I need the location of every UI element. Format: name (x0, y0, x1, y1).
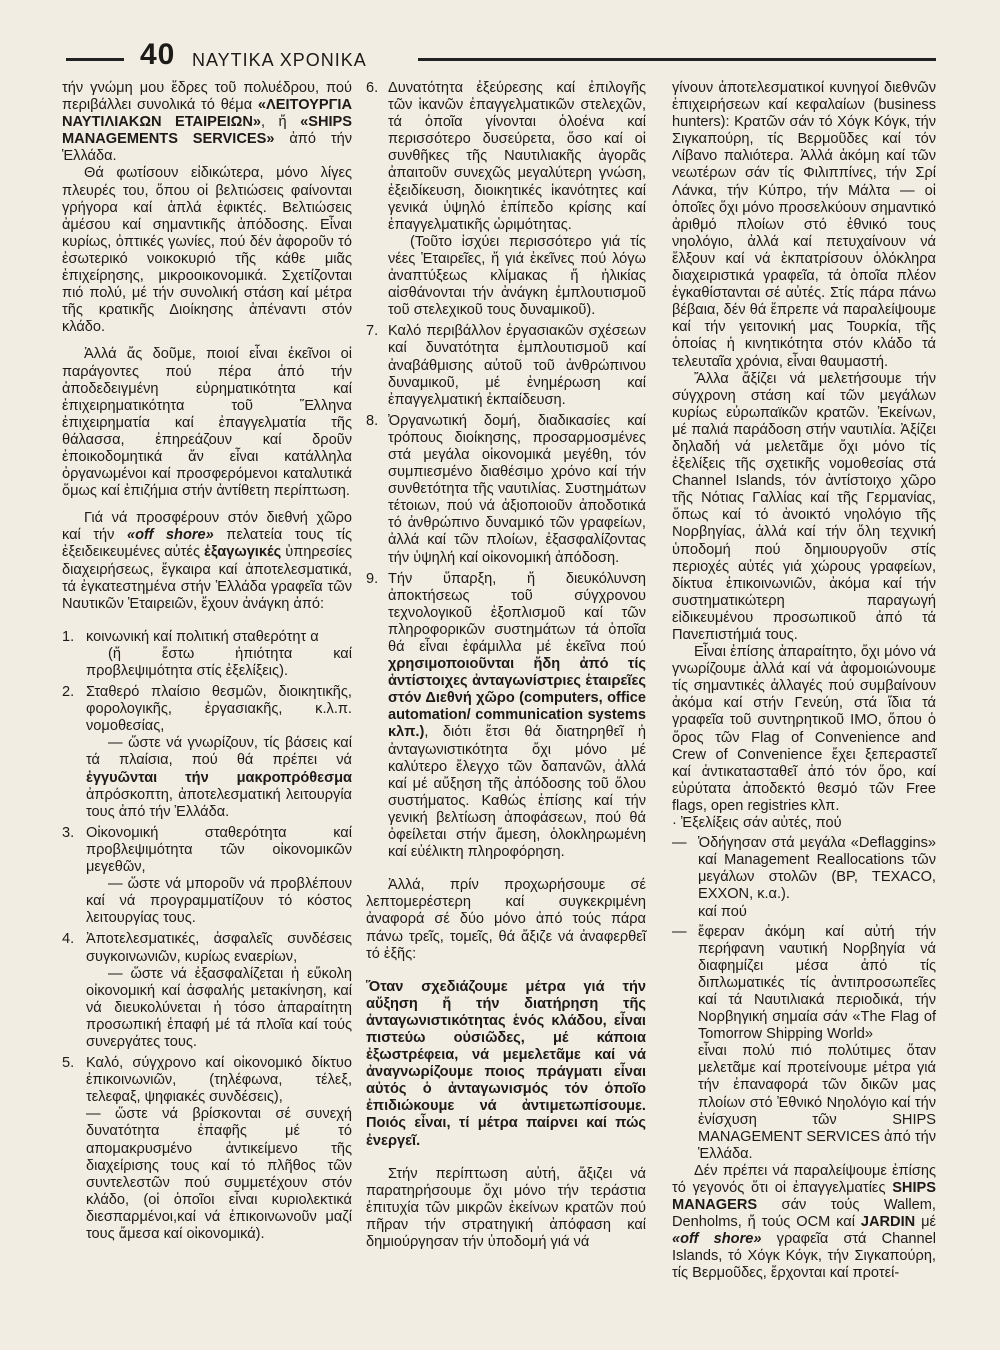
list-subtext: — ὥστε νά μποροῦν νά προβλέπουν καί νά προγραμματίζουν τό κόστος λειτουργίας τους. (86, 876, 352, 927)
list-text: Δυνατότητα ἐξεύρεσης καί ἐπιλογῆς τῶν ἱκανῶν ἐπαγγελματικῶν στελεχῶν, τά ὁποῖα γίνονται ὁλοένα καί περισσότερο δυσεύρετα, ὅσο καί οἱ συνθῆκες τῆς Ναυτιλιακῆς ἀγορᾶς ἀπαιτοῦν συνεχῶς μεγαλύτερη γνώση, ἐξειδίκευση, διοικητικές ἱκανότητες καί γενικά ὑψηλό ἐπίπεδο κρίσης καί ἐπαγγελματικῆς ὡριμότητας. (388, 80, 646, 233)
text: Γιά νά προσφέρουν στόν διεθνή χῶρο καί τήν (62, 510, 352, 544)
text: ἀπρόσκοπτη, ἀποτελεσματική λειτουργία τους ἀπό τήν Ἑλλάδα. (86, 786, 352, 820)
list-text: Ὁδήγησαν στά μεγάλα «Deflaggins» καί Management Reallocations τῶν μεγάλων στολῶν (BP, TEXACO, EXXON, κ.α.). (698, 835, 936, 903)
text: , διότι ἔτσι θά διατηρηθεῖ ἡ ἀνταγωνιστικότητα ὄχι μόνο μέ καλύτερο ἔλεγχο τῶν δαπανῶν, ἀλλά καί μέ αὔξηση τῆς ἀπόδοσης τοῦ ὅλου συστήματος. Καθώς ἐπίσης καί τήν γενική βελτίωση ἀποφάσεων, πού θά ὀφείλεται στήν ἄμεση, ὁλοκληρωμένη καί εὐέλικτη πληροφόρηση. (388, 724, 646, 861)
column-2 (366, 80, 646, 1251)
text: μέ (915, 1214, 936, 1231)
text-bold: JARDIN (860, 1214, 916, 1231)
list-text: Σταθερό πλαίσιο θεσμῶν, διοικητικῆς, φορολογικῆς, ἐργασιακῆς, κ.λ.π. νομοθεσίας, (86, 684, 352, 735)
header-rule-left (66, 58, 124, 61)
list-number: 9. (366, 570, 379, 587)
page-header (66, 38, 936, 78)
list-text: Καλό, σύγχρονο καί οἰκονομικό δίκτυο ἐπικοινωνιῶν, (τηλέφωνα, τέλεξ, τελεφαξ, ψηφιακές συνδέσεις), (86, 1055, 352, 1106)
magazine-title: ΝΑΥΤΙΚΑ ΧΡΟΝΙΚΑ (192, 50, 367, 70)
list-item (366, 571, 646, 862)
text: Τήν ὕπαρξη, ἤ διευκόλυνση ἀποκτήσεως τοῦ σύγχρονου τεχνολογικοῦ ἐξοπλισμοῦ καί τῶν πληροφορικῶν συστημάτων τά ὁποῖα θά εἶναι ἐφάμιλλα μέ ἐκεῖνα πού (388, 570, 646, 655)
text-bold: χρησιμοποιοῦνται ἤδη ἀπό τίς ἀντίστοιχες ἀνταγωνίστριες ἑταιρεῖες στόν Διεθνή χῶρο (computers, office automation/ communication systems κλπ.) (388, 656, 646, 741)
list-subtext: (Τοῦτο ἰσχύει περισσότερο γιά τίς νέες Ἑταιρεῖες, ἤ γιά ἐκεῖνες πού λόγω ἀναπτύξεως κλίμακας ἤ ἡλικίας αἰσθάνονται τήν ἀνάγκη ἐμπλουτισμοῦ τοῦ στελεχικοῦ τους δυναμικοῦ). (388, 233, 646, 319)
list-item (62, 684, 352, 735)
text: ἀπό τήν Ἑλλάδα. (62, 131, 352, 165)
paragraph-intro (62, 80, 352, 165)
text-bold: SHIPS MANAGERS (672, 1180, 936, 1214)
list-text: Ὀργανωτική δομή, διαδικασίες καί τρόπους διοίκησης, προσαρμοσμένες στά μεγάλα οἰκονομικά μεγέθη, τόν συμπιεσμένο διαθέσιμο χρόνο καί τήν συνθετότητα τῆς ναυτιλίας. Συστημάτων τέτοιων, πού νά ἀξιοποιοῦν ἀποδοτικά τό ἀνθρώπινο δυναμικό τῶν γραφείων, ἀλλά καί τῶν πλοίων, ἐξασφαλίζοντας τήν ὑψηλή καί οἰκονομική ἀπόδοση. (388, 412, 646, 566)
list-dash: — (672, 835, 687, 852)
text: Δέν πρέπει νά παραλείψουμε ἐπίσης τό γεγονός ὅτι οἱ ἐπαγγελματίες (672, 1162, 936, 1196)
text-bold: ἐξαγωγικές (204, 544, 282, 561)
paragraph: γίνουν ἀποτελεσματικοί κυνηγοί διεθνῶν ἐπιχειρήσεων καί κεφαλαίων (business hunters): Κρατῶν σάν τό Χόγκ Κόγκ, τήν Σιγκαπούρη, τίς Βερμοῦδες καί τόν Λίβανο παλιότερα. Ἀλλά ἀκόμη καί τῶν νεωτέρων σάν τίς Φιλιππίνες, τήν Σρί Λάνκα, τήν Κύπρο, τήν Μάλτα — οἱ ὁποῖες ὅχι μόνο προσελκύουν σημαντικό ἀριθμό πλοίων στό ἐθνικό τους νηολόγιο, ἀλλά καί πετυχαίνουν νά ἕλξουν καί νά ἐκπατρίσουν ὁλόκληρα διαχειριστικά γραφεῖα, τά ὁποῖα πλέον ἐγκαθίστανται σέ αὐτές. Στίς πάρα πάνω βέβαια, δέν θά ἔπρεπε νά παραλείψουμε καί τήν γειτονική μας Τουρκία, τῆς ὁποίας ἡ κινητικότητα στόν κλάδο τά τελευταῖα χρόνια, εἶναι θαυμαστή. (672, 80, 936, 370)
paragraph: Στήν περίπτωση αὐτή, ἄξιζει νά παρατηρήσουμε ὄχι μόνο τήν τεράστια ἐπιτυχία τῶν μικρῶν ἐκείνων κρατῶν πού πῆραν τήν στρατηγική ἀπόφαση καί δημιούργησαν τήν ὑποδομή γιά νά (366, 1165, 646, 1250)
list-number: 1. (62, 628, 75, 645)
list-number: 5. (62, 1055, 75, 1072)
page-number: 40 (140, 38, 176, 71)
text-bold-italic: «off shore» (672, 1231, 762, 1248)
list-text: ἔφεραν ἀκόμη καί αὐτή τήν περήφανη ναυτική Νορβηγία νά διαφημίζει μέσα ἀπό τίς διπλωματικές τίς ἀντιπροσωπεῖες καί τά Ναυτιλιακά περιοδικά, τήν Νορβηγική σημαία σάν «The Flag of Tomorrow Shipping World» (698, 923, 936, 1043)
list-subtext: — ὥστε νά ἐξασφαλίζεται ἡ εὔκολη οἰκονομική καί ἀσφαλής μετακίνηση, καί νά διευκολύνεται ἡ τόσο ἀπαραίτητη προσωπική ἐπαφή μέ τά πλοῖα καί τούς συνεργάτες τους. (86, 965, 352, 1050)
list-subtext: (ἤ ἔστω ἠπιότητα καί προβλεψιμότητα στίς ἐξελίξεις). (86, 645, 352, 679)
list-subtext (62, 735, 352, 820)
paragraph (672, 1163, 936, 1283)
list-item (366, 323, 646, 408)
list-subtext: εἶναι πολύ πιό πολύτιμες ὅταν μελετᾶμε καί προτείνουμε μέτρα γιά τήν ἐπαναφορά τῶν δικῶν μας πλοίων στό Ἐθνικό Νηολόγιο καί τήν ἐνίσχυση τῶν SHIPS MANAGEMENT SERVICES ἀπό τήν Ἑλλάδα. (698, 1043, 936, 1162)
text-bold: ἐγγυῶνται τήν μακροπρόθεσμα (86, 769, 352, 786)
list-text: Οἰκονομική σταθερότητα καί προβλεψιμότητα τῶν οἰκονομικῶν μεγεθῶν, (86, 824, 352, 876)
column-1 (62, 80, 352, 1243)
list-item (366, 80, 646, 234)
text: γραφεῖα στά Channel Islands, τό Χόγκ Κόγκ, τήν Σιγκαπούρη, τίς Βερμοῦδες, ἔρχονται καί προτεί- (672, 1231, 936, 1282)
list-subtext: καί πού (698, 903, 747, 920)
dash-list-item (672, 924, 936, 1044)
paragraph: · Ἐξελίξεις σάν αὐτές, πού (672, 815, 842, 832)
text: τήν γνώμη μου ἕδρες τοῦ πολυέδρου, πού περιβάλλει συνολικά τό θέμα (62, 80, 352, 114)
text: πελατεία τους τίς ἐξειδεικευμένες αὐτές (62, 527, 352, 561)
list-number: 3. (62, 824, 75, 841)
paragraph: Ἀλλά ἄς δοῦμε, ποιοί εἶναι ἐκεῖνοι οἱ παράγοντες πού πέρα ἀπό τήν ἀποδεδειγμένη εὐρηματικότητα καί ἐπιχειρηματικότητα τοῦ Ἕλληνα ἐπιχειρηματία καί ἐπαγγελματία τῆς θάλασσα, ἐπηρεάζουν καί δροῦν ἐποικοδομητικά ἄν εἶναι κατάλληλα ὀργανωμένοι καί προσφερόμενοι καταλυτικά ὅμως καί ἐπιζήμια στήν ἀντίθετη περίπτωση. (62, 346, 352, 500)
dash-list-item (672, 835, 936, 903)
text: , ἤ (261, 114, 301, 131)
list-number: 4. (62, 931, 75, 948)
list-text: Ἀποτελεσματικές, ἀσφαλεῖς συνδέσεις συγκοινωνιῶν, κυρίως εναερίων, (86, 931, 352, 965)
paragraph: Θά φωτίσουν εἰδικώτερα, μόνο λίγες πλευρές του, ὅπου οἱ βελτιώσεις φαίνονται γρήγορα καί ἁπλά ἐφικτές. Βελτιώσεις ἀμέσου καί σημαντικῆς ἀπόδοσης. Εἶναι κυρίως, ὀπτικές γωνίες, πού δέν ἀφοροῦν τό ἐσωτερικό νοικοκυριό τῆς κάθε μιᾶς ἐπιχείρησης, μικροοικονομικά. Σχετίζονται πιό πολύ, μέ τήν συνολική στάση καί μέτρα τῆς κρατικῆς Διοίκησης ἀπέναντι στόν κλάδο. (62, 165, 352, 336)
list-item (62, 1055, 352, 1106)
column-3 (672, 80, 936, 1283)
list-text: κοινωνική καί πολιτική σταθερότητ α (86, 628, 319, 645)
text: σάν τούς Wallem, Denholms, ἤ τούς OCM καί (672, 1197, 936, 1231)
list-dash: — (672, 923, 687, 940)
list-number: 2. (62, 684, 75, 701)
list-number: 7. (366, 323, 379, 340)
list-item (62, 931, 352, 965)
paragraph: Ἀλλά, πρίν προχωρήσουμε σέ λεπτομερέστερη καί συγκεκριμένη ἀναφορά σέ δύο μόνο ἀπό τούς πάρα πάνω τρεῖς, τομεῖς, θά ἄξιζε νά ἀναφερθεῖ τό ἑξῆς: (366, 877, 646, 962)
paragraph (62, 510, 352, 613)
list-text: Καλό περιβάλλον ἐργασιακῶν σχέσεων καί δυνατότητα ἐμπλουτισμοῦ καί ἀναβάθμισης αὐτοῦ τοῦ ἀνθρώπινου δυναμικοῦ, μέ ἐνημέρωση καί ἐπαγγελματική ἐκπαίδευση. (388, 323, 646, 408)
list-number: 8. (366, 412, 379, 429)
text: — ὥστε νά γνωρίζουν, τίς βάσεις καί τά πλαίσια, πού θά πρέπει νά (86, 735, 352, 769)
list-item (366, 413, 646, 567)
paragraph: Εἶναι ἐπίσης ἀπαραίτητο, ὄχι μόνο νά γνωρίζουμε ἀλλά καί νά ἀφομοιώνουμε τίς σημαντικές ἀλλαγές πού συμβαίνουν ἀκόμα καί στήν Γενεύη, στά ἴδια τά γραφεῖα τοῦ συντηρητικοῦ ΙΜΟ, ὅπου ὁ ὅρος τῶν Flag of Convenience and Crew of Convenience ἔχει ξεπεραστεῖ καί ἀντικατασταθεῖ ἀπό τόν ὅρο, καί εὐρύτατα ἀποδεκτό θεσμό τῶν Free flags, open registries κλπ. (672, 644, 936, 814)
text: ὑπηρεσίες διαχειρήσεως, ἔγκαιρα καί ἀποτελεσματικά, τά ἐγκατεστημένα στήν Ἑλλάδα γραφεῖα τῶν Ναυτικῶν Ἑταιρειῶν, ἔχουν ἀνάγκη ἀπό: (62, 544, 353, 612)
list-item (62, 629, 352, 646)
list-text (388, 571, 646, 862)
text-bold: «ΛΕΙΤΟΥΡΓΙΑ ΝΑΥΤΙΛΙΑΚΩΝ ΕΤΑΙΡΕΙΩΝ» (62, 97, 352, 131)
list-subtext: — ὥστε νά βρίσκονται σέ συνεχή δυνατότητα ἐπαφῆς μέ τό απομακρυσμένο ἀντικείμενο τῆς διαχείρισης τους καί τό πλῆθος τῶν συντελεστῶν πού συμμετέχουν στόν κλάδο, (οἱ ὁποῖοι εἶναι κυριολεκτικά διεσπαρμένοι,καί νά ἐπικοινωνοῦν μαζί τους ἄμεσα καί οἰκονομικά). (86, 1106, 352, 1242)
bold-quote: Ὅταν σχεδιάζουμε μέτρα γιά τήν αὔξηση ἤ τήν διατήρηση τῆς ἀνταγωνιστικότητας ἑνός κλάδου, εἶναι πιστεύω οὐσιῶδες, μέ κάποια ἐξωστρέφεια, νά μεμελετᾶμε καί νά ἀναγνωρίζουμε ποιος πράγματι εἶναι αὐτός ὁ ἀνταγωνισμός τόν ὁποῖο ἐπιδιώκουμε νά ἀντιμετωπίσουμε. Ποιός εἶναι, τί μέτρα παίρνει καί πώς ἐνεργεῖ. (366, 978, 646, 1149)
paragraph: Ἄλλα ἄξίζει νά μελετήσουμε τήν σύγχρονη στάση καί τῶν μεγάλων κυρίως εὐρωπαϊκῶν κρατῶν. Ἐκείνων, μέ παλιά παράδοση στήν ναυτιλία. Ἀξίζει δηλαδή νά μελετᾶμε ὄχι μόνο τίς ἐξελίξεις τῆς σχετικῆς νομοθεσίας στά Channel Islands, τόν ἀντίστοιχο χῶρο τῆς Νότιας Γαλλίας καί τῆς Γερμανίας, ὅπως καί τό ἀνοικτό νηολόγιο τῆς Νορβηγίας, ἀλλά καί τήν ὅλη τεχνική ὑποδομή πού δημιουργοῦν στίς περιοχές αὐτές γιά χώρους γραφείων, δίκτυα ἐπικοινωνιῶν, ἀκόμα καί τήν συστηματικώτερη παραγωγή εἰδικευμένου προσωπικοῦ ἀπό τά Πανεπιστήμιά τους. (672, 370, 936, 643)
text-bold-italic: «off shore» (126, 527, 214, 544)
text-bold: «SHIPS MANAGEMENTS SERVICES» (62, 114, 353, 148)
list-number: 6. (366, 80, 379, 96)
header-rule-right (418, 58, 936, 61)
list-item (62, 825, 352, 876)
